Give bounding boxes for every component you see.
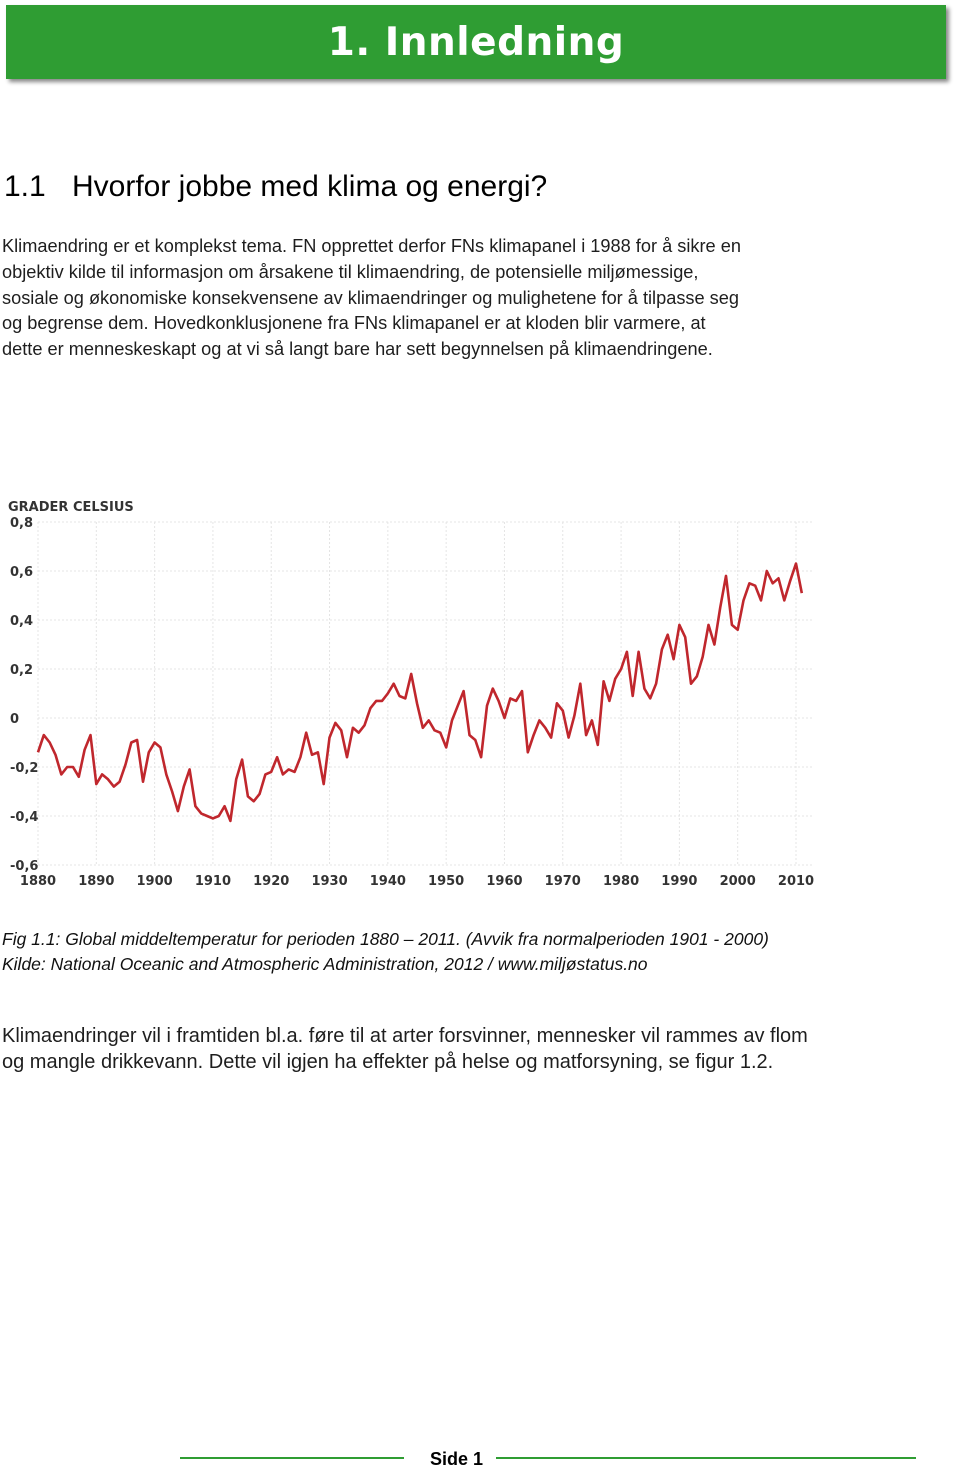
y-tick-label: 0,4 xyxy=(10,614,34,629)
x-tick-label: 1920 xyxy=(253,874,290,889)
x-tick-label: 1900 xyxy=(136,874,173,889)
y-axis-label: GRADER CELSIUS xyxy=(8,500,134,515)
footer-rule-left xyxy=(180,1457,404,1459)
chapter-banner xyxy=(6,5,946,79)
x-tick-labels xyxy=(20,874,814,889)
paragraph-line: objektiv kilde til informasjon om årsakene til klimaendring, de potensielle miljømessige, xyxy=(2,261,699,282)
x-tick-label: 1880 xyxy=(19,874,57,889)
consequences-paragraph xyxy=(2,1024,902,1075)
x-tick-label: 2000 xyxy=(719,874,756,889)
section-heading xyxy=(4,170,547,204)
y-tick-label: -0,2 xyxy=(10,761,39,776)
chapter-title: 1. Innledning xyxy=(327,19,625,65)
y-tick-label: 0,2 xyxy=(10,663,34,678)
x-tick-label: 1960 xyxy=(486,874,523,889)
y-tick-label: 0 xyxy=(10,712,20,727)
section-number: 1.1 xyxy=(4,170,46,203)
x-tick-label: 1950 xyxy=(428,874,465,889)
paragraph-line: Klimaendringer vil i framtiden bl.a. føre til at arter forsvinner, mennesker vil rammes av flom xyxy=(2,1025,808,1047)
y-tick-label: 0,8 xyxy=(10,516,34,531)
caption-line-2: Kilde: National Oceanic and Atmospheric Administration, 2012 / www.miljøstatus.no xyxy=(2,954,648,974)
paragraph-line: Klimaendring er et komplekst tema. FN opprettet derfor FNs klimapanel i 1988 for å sikre en xyxy=(2,236,741,256)
y-tick-label: -0,4 xyxy=(10,810,39,825)
paragraph-line: og begrense dem. Hovedkonklusjonene fra FNs klimapanel er at kloden blir varmere, at xyxy=(2,313,706,334)
y-tick-label: -0,6 xyxy=(10,859,39,874)
x-tick-label: 1990 xyxy=(661,874,698,889)
chart-grid xyxy=(38,522,812,865)
page-number: Side 1 xyxy=(430,1449,484,1469)
paragraph-line: sosiale og økonomiske konsekvensene av klimaendringer og mulighetene for å tilpasse seg xyxy=(2,287,740,308)
footer-rule-right xyxy=(496,1457,916,1459)
y-tick-label: 0,6 xyxy=(10,565,34,580)
section-title: Hvorfor jobbe med klima og energi? xyxy=(72,170,548,203)
paragraph-line: dette er menneskeskapt og at vi så langt bare har sett begynnelsen på klimaendringene. xyxy=(2,339,713,360)
chart-series xyxy=(38,564,802,821)
paragraph-line: og mangle drikkevann. Dette vil igjen ha effekter på helse og matforsyning, se figur 1.2. xyxy=(2,1050,774,1073)
x-tick-label: 1980 xyxy=(602,874,640,889)
x-tick-label: 1890 xyxy=(78,874,115,889)
x-tick-label: 1940 xyxy=(369,874,406,889)
x-tick-label: 1910 xyxy=(194,874,232,889)
caption-line-1: Fig 1.1: Global middeltemperatur for perioden 1880 – 2011. (Avvik fra normalperioden 1901 - 2000) xyxy=(2,929,769,949)
x-tick-label: 1970 xyxy=(544,874,581,889)
temperature-anomaly-line xyxy=(38,564,802,821)
x-tick-label: 2010 xyxy=(777,874,815,889)
figure-caption xyxy=(2,927,769,977)
y-tick-labels xyxy=(10,516,38,874)
temperature-line-chart xyxy=(0,495,830,895)
intro-paragraph xyxy=(2,234,902,363)
x-tick-label: 1930 xyxy=(311,874,348,889)
